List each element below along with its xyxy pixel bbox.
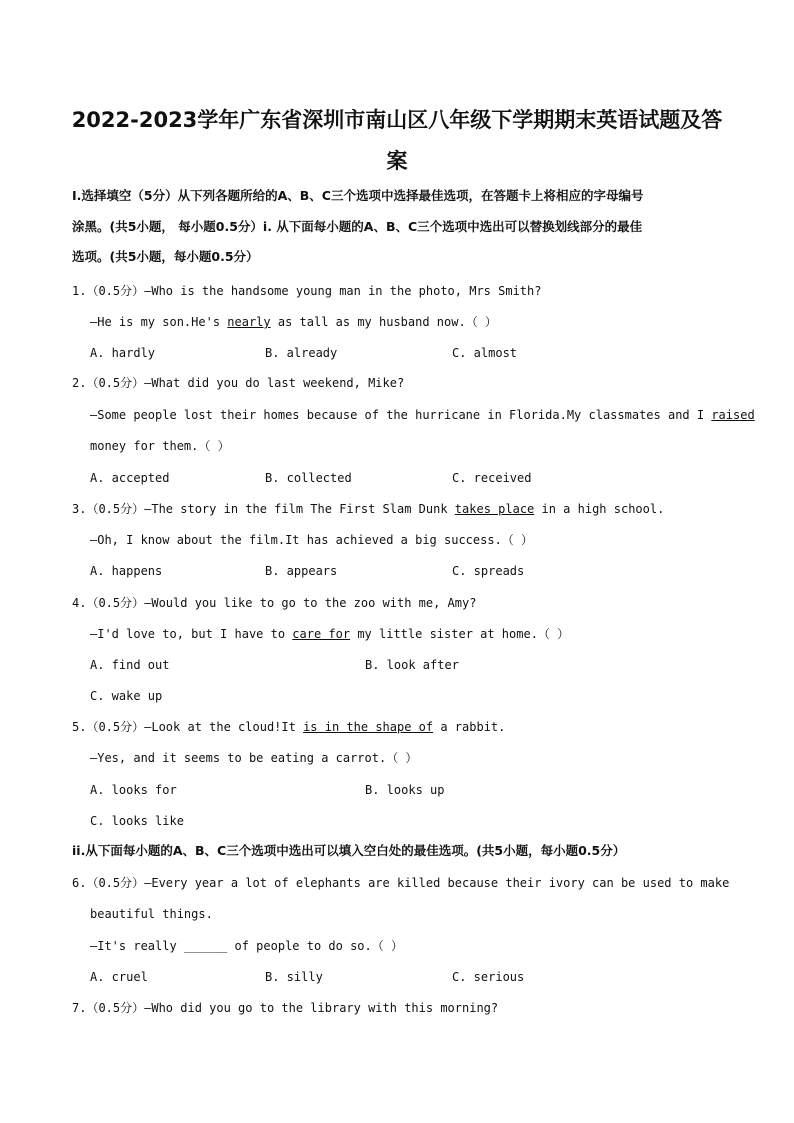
q7-stem: 7.（0.5分）—Who did you go to the library with this morning?: [72, 1001, 499, 1015]
q1-underlined: nearly: [227, 315, 271, 329]
q5-option-c: C. looks like: [90, 814, 184, 828]
q3-option-a: A. happens: [90, 564, 163, 578]
q1-option-a: A. hardly: [90, 346, 156, 360]
q3-option-c: C. spreads: [452, 564, 525, 578]
q3-line-2: —Oh, I know about the film.It has achieved a big success.（ ）: [90, 533, 534, 547]
q1-option-c: C. almost: [452, 346, 518, 360]
q2-line-2: [90, 407, 755, 423]
document-title-line-1: 2022-2023学年广东省深圳市南山区八年级下学期期末英语试题及答: [71, 108, 723, 132]
q2-option-b: B. collected: [265, 471, 352, 485]
q4-underlined: care for: [292, 627, 351, 641]
q3-underlined: takes place: [454, 502, 535, 516]
q5-text-pre: 5.（0.5分）—Look at the cloud!It: [72, 720, 304, 734]
q4-option-c: C. wake up: [90, 689, 163, 703]
q3-text-post: in a high school.: [534, 502, 665, 516]
q5-option-b: B. looks up: [365, 783, 445, 797]
q1-text-post: as tall as my husband now.（ ）: [270, 315, 497, 329]
section1-intro-line-2: 涂黑。(共5小题， 每小题0.5分）i. 从下面每小题的A、B、C三个选项中选出可以替换划线部分的最佳: [72, 219, 643, 234]
q5-underlined: is in the shape of: [303, 720, 434, 734]
q6-line-2: beautiful things.: [90, 907, 213, 921]
q4-option-a: A. find out: [90, 658, 170, 672]
q4-option-b: B. look after: [365, 658, 459, 672]
q1-option-b: B. already: [265, 346, 338, 360]
q4-line-2: [90, 626, 734, 642]
q5-line-2: —Yes, and it seems to be eating a carrot.（ ）: [90, 751, 418, 765]
q6-line-3: —It's really ______ of people to do so.（ ）: [90, 939, 403, 953]
section2-intro: ii.从下面每小题的A、B、C三个选项中选出可以填入空白处的最佳选项。(共5小题，每小题0.5分）: [72, 843, 626, 858]
q6-option-a: A. cruel: [90, 970, 148, 984]
q5-text-post: a rabbit.: [433, 720, 506, 734]
q4-stem: 4.（0.5分）—Would you like to go to the zoo with me, Amy?: [72, 596, 477, 610]
q1-text-pre: —He is my son.He's: [90, 315, 228, 329]
document-title-line-2: 案: [386, 149, 408, 173]
q5-option-a: A. looks for: [90, 783, 177, 797]
q1-stem: 1.（0.5分）—Who is the handsome young man in the photo, Mrs Smith?: [72, 284, 542, 298]
q2-text-pre: —Some people lost their homes because of the hurricane in Florida.My classmates and I: [90, 408, 712, 422]
section1-intro-line-3: 选项。(共5小题，每小题0.5分）: [72, 249, 259, 264]
q6-option-b: B. silly: [265, 970, 323, 984]
q2-stem: 2.（0.5分）—What did you do last weekend, Mike?: [72, 376, 405, 390]
q4-text-post: my little sister at home.（ ）: [350, 627, 570, 641]
q5-stem: [72, 719, 734, 735]
q2-option-a: A. accepted: [90, 471, 170, 485]
q2-underlined: raised: [711, 408, 755, 422]
q6-stem: 6.（0.5分）—Every year a lot of elephants are killed because their ivory can be used to make: [72, 876, 730, 890]
q1-line-2: [90, 314, 734, 330]
q6-option-c: C. serious: [452, 970, 525, 984]
q3-stem: [72, 501, 734, 517]
q4-text-pre: —I'd love to, but I have to: [90, 627, 293, 641]
section1-intro-line-1: Ⅰ.选择填空（5分）从下列各题所给的A、B、C三个选项中选择最佳选项，在答题卡上将相应的字母编号: [72, 188, 644, 203]
q3-text-pre: 3.（0.5分）—The story in the film The First Slam Dunk: [72, 502, 455, 516]
q2-line-3: money for them.（ ）: [90, 439, 230, 453]
q3-option-b: B. appears: [265, 564, 338, 578]
q2-option-c: C. received: [452, 471, 532, 485]
